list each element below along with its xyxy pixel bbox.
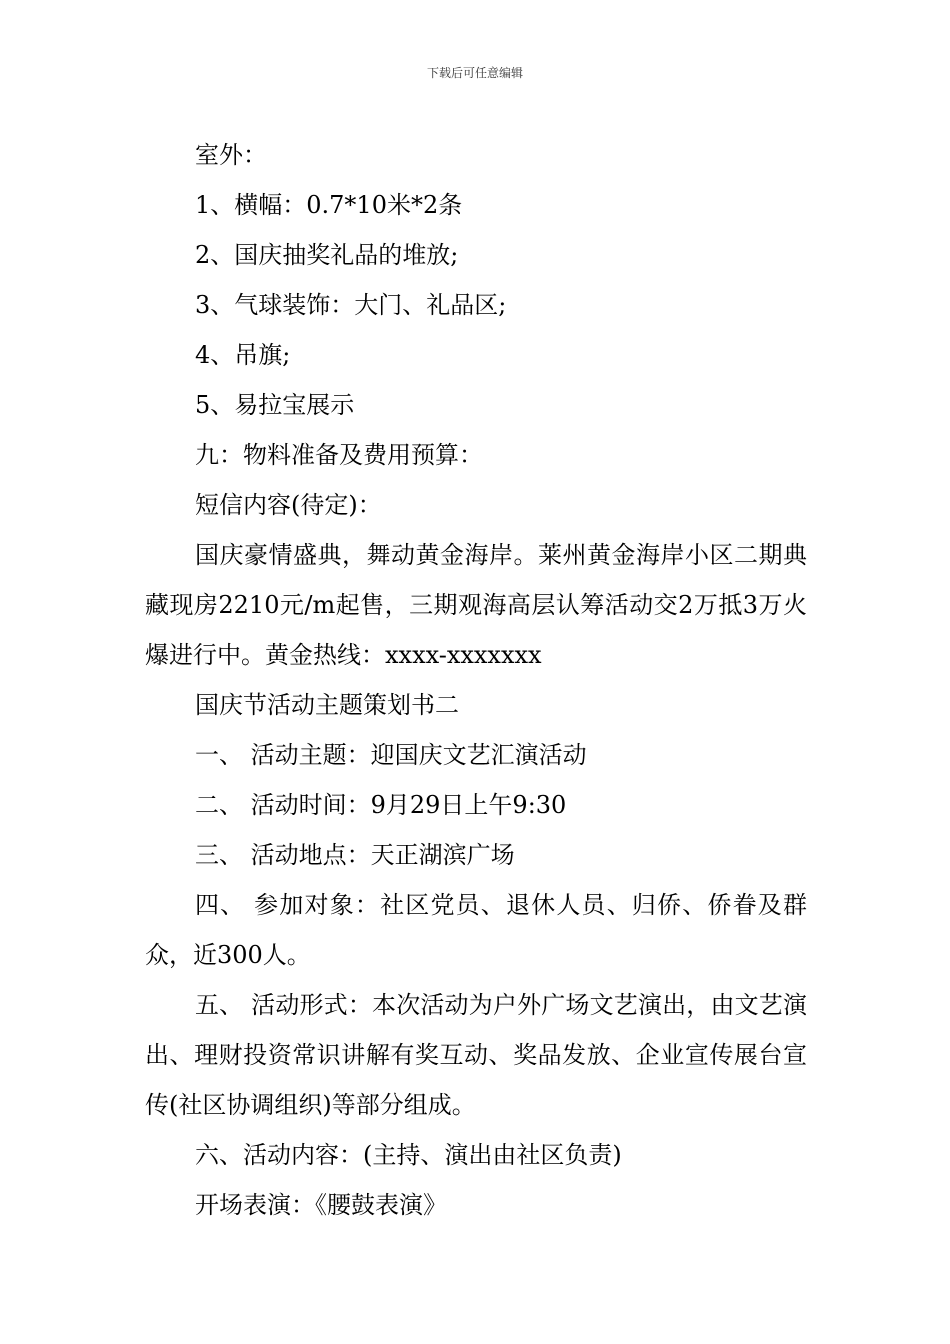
section-heading-materials-budget: 九：物料准备及费用预算：	[195, 441, 483, 469]
section-heading-sms-content: 短信内容(待定)：	[195, 491, 382, 519]
list-item: 4、吊旗;	[195, 341, 291, 369]
list-item: 1、横幅：0.7*10米*2条	[195, 191, 463, 219]
plan-item-location: 三、 活动地点：天正湖滨广场	[195, 841, 515, 869]
plan-item-participants: 四、 参加对象：社区党员、退休人员、归侨、侨眷及群众，近300人。	[145, 891, 807, 969]
document-body	[145, 130, 807, 1230]
sms-text-paragraph: 国庆豪情盛典，舞动黄金海岸。莱州黄金海岸小区二期典藏现房2210元/m起售，三期观海高层认筹活动交2万抵3万火爆进行中。黄金热线：xxxx-xxxxxxx	[145, 541, 807, 669]
plan-item-content: 六、活动内容：(主持、演出由社区负责)	[195, 1141, 622, 1169]
plan-item-time: 二、 活动时间：9月29日上午9:30	[195, 791, 567, 819]
list-item: 5、易拉宝展示	[195, 391, 355, 419]
opening-performance: 开场表演：《腰鼓表演》	[195, 1191, 447, 1219]
plan-item-format: 五、 活动形式：本次活动为户外广场文艺演出，由文艺演出、理财投资常识讲解有奖互动、奖品发放、企业宣传展台宣传(社区协调组织)等部分组成。	[145, 991, 807, 1119]
document-section-title: 国庆节活动主题策划书二	[195, 691, 459, 719]
section-heading-outdoor: 室外：	[195, 141, 267, 169]
plan-item-theme: 一、 活动主题：迎国庆文艺汇演活动	[195, 741, 587, 769]
list-item: 2、国庆抽奖礼品的堆放;	[195, 241, 459, 269]
page-header-note: 下载后可任意编辑	[426, 66, 523, 80]
list-item: 3、气球装饰：大门、礼品区;	[195, 291, 507, 319]
